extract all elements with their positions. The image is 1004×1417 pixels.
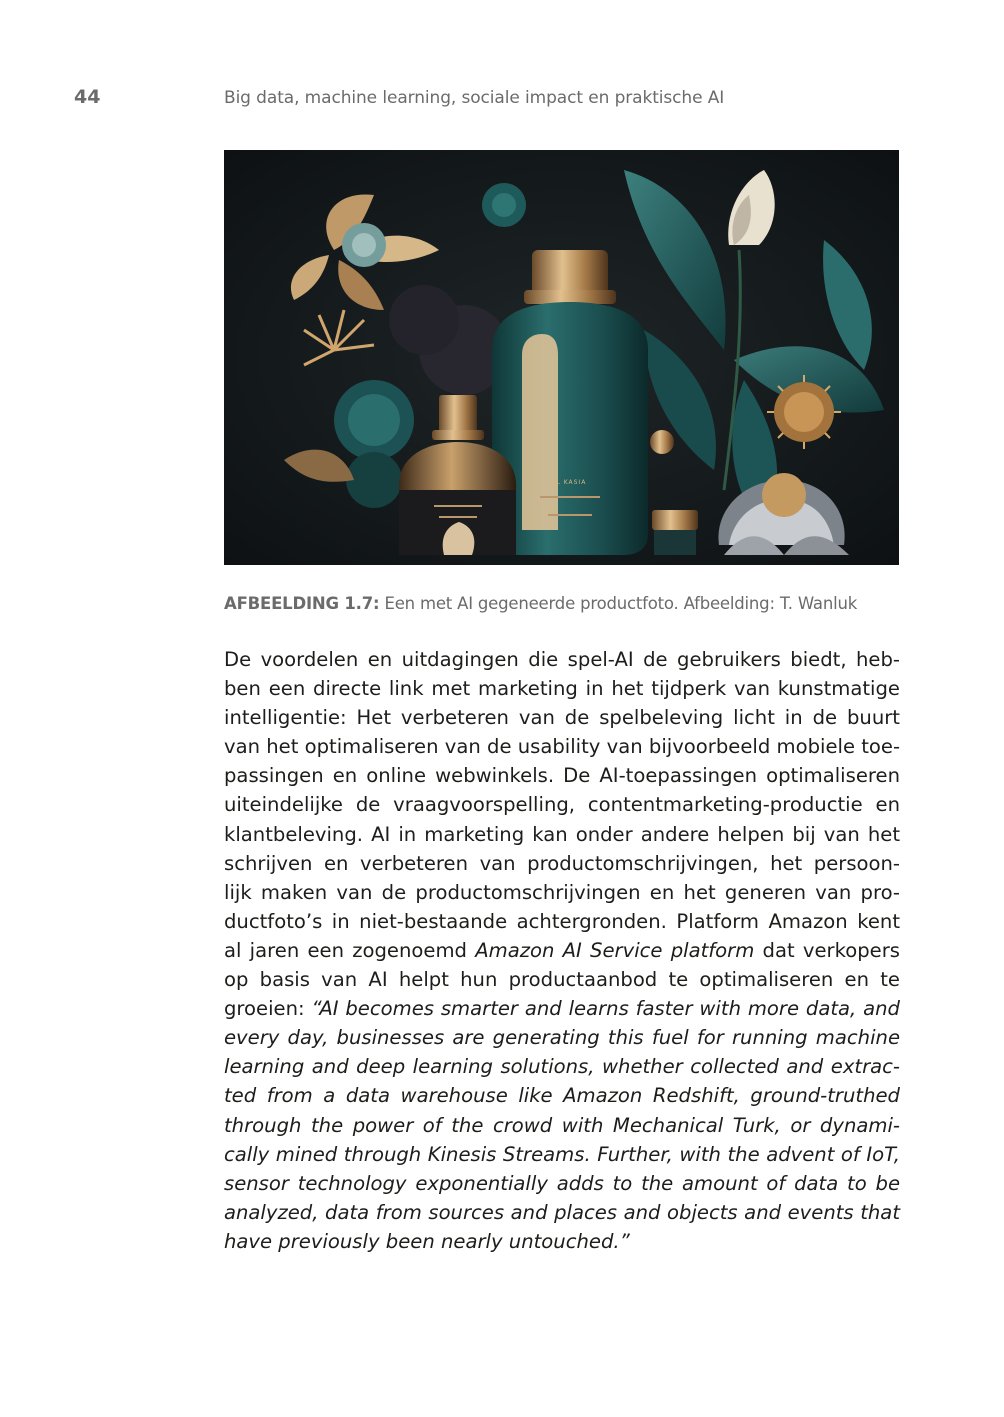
text-run: schrijven en verbeteren van productomschrijvingen, het persoon- (224, 851, 900, 875)
text-run: lijk maken van de productomschrijvingen en het generen van pro- (224, 880, 900, 904)
page-number: 44 (74, 86, 101, 108)
text-line (224, 1169, 900, 1198)
text-run: De voordelen en uitdagingen die spel-AI de gebruikers biedt, heb- (224, 648, 900, 671)
italic-text: analyzed, data from sources and places and objects and events that (224, 1200, 900, 1224)
product-photo-illustration (224, 150, 899, 565)
text-run: ductfoto’s in niet-bestaande achtergronden. Platform Amazon kent (224, 909, 900, 933)
text-line (224, 994, 900, 1023)
text-run: ben een directe link met marketing in het tijdperk van kunstmatige (224, 677, 900, 701)
italic-text: Amazon AI Service platform (475, 938, 755, 962)
text-run: intelligentie: Het verbeteren van de spelbeleving licht in de buurt (224, 706, 900, 730)
text-line (224, 732, 900, 761)
text-line (224, 965, 900, 994)
italic-text: through the power of the crowd with Mechanical Turk, or dynami- (224, 1113, 900, 1137)
text-line (224, 1081, 900, 1110)
text-run: uiteindelijke de vraagvoorspelling, contentmarketing-productie en (224, 793, 900, 817)
italic-text: every day, businesses are generating this fuel for running machine (224, 1026, 900, 1050)
text-line (224, 703, 900, 732)
text-line (224, 645, 900, 674)
text-line (224, 674, 900, 703)
italic-text: learning and deep learning solutions, whether collected and extrac- (224, 1055, 900, 1079)
text-line (224, 761, 900, 790)
text-run: groeien: (224, 997, 312, 1021)
italic-text: ted from a data warehouse like Amazon Redshift, ground-truthed (224, 1084, 900, 1108)
text-line (224, 936, 900, 965)
caption-text: Een met AI gegeneerde productfoto. Afbeelding: T. Wanluk (379, 594, 858, 613)
text-run: op basis van AI helpt hun productaanbod te optimaliseren en te (224, 968, 900, 992)
italic-text: “AI becomes smarter and learns faster with more data, and (311, 997, 900, 1021)
text-line (224, 1140, 900, 1169)
text-line (224, 790, 900, 819)
text-line (224, 907, 900, 936)
text-line (224, 1023, 900, 1052)
body-paragraph (224, 645, 900, 1256)
text-run: al jaren een zogenoemd (224, 938, 476, 962)
caption-label: AFBEELDING 1.7: (224, 594, 380, 613)
text-line (224, 1111, 900, 1140)
running-header: Big data, machine learning, sociale impact en praktische AI (224, 88, 725, 108)
italic-text: sensor technology exponentially adds to the amount of data to be (224, 1171, 900, 1195)
text-run: klantbeleving. AI in marketing kan onder andere helpen bij van het (224, 822, 900, 846)
text-line (224, 878, 900, 907)
text-line (224, 820, 900, 849)
text-line (224, 1227, 900, 1256)
bottle-brand-text: IL KASIA (553, 479, 587, 486)
text-run: dat verkopers (754, 938, 901, 962)
text-line (224, 1198, 900, 1227)
text-line (224, 1052, 900, 1081)
text-run: passingen en online webwinkels. De AI-toepassingen optimaliseren (224, 764, 900, 788)
text-line (224, 849, 900, 878)
text-run: van het optimaliseren van de usability van bijvoorbeeld mobiele toe- (224, 735, 901, 759)
italic-text: cally mined through Kinesis Streams. Further, with the advent of IoT, (224, 1142, 900, 1166)
product-photo (224, 150, 899, 565)
figure-caption (224, 594, 904, 613)
italic-text: have previously been nearly untouched.” (224, 1229, 630, 1253)
